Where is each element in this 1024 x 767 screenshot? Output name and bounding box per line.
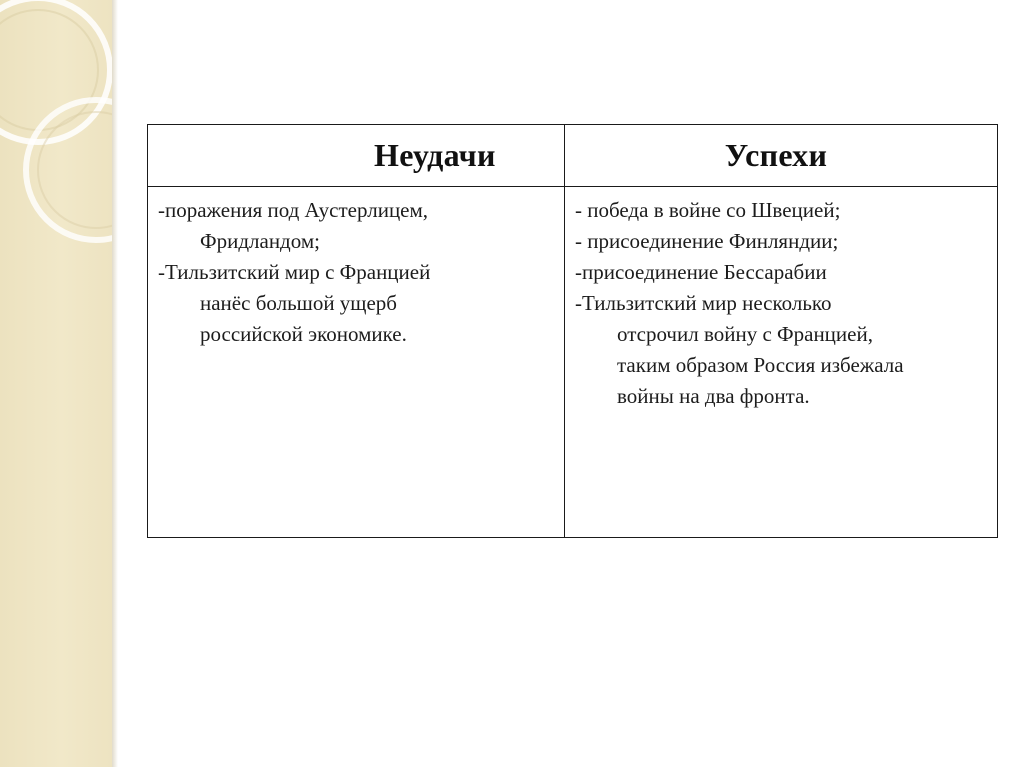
success-item-line: отсрочил войну с Францией, — [617, 322, 873, 346]
failure-item-line: Фридландом; — [200, 229, 320, 253]
failures-list — [148, 187, 565, 537]
decorative-ring-inner — [0, 10, 98, 130]
failures-header: Неудачи — [374, 137, 496, 173]
success-item — [575, 195, 991, 226]
failure-item — [158, 195, 558, 257]
band-shadow-edge — [112, 0, 118, 767]
successes-list — [565, 187, 997, 537]
successes-header: Успехи — [724, 137, 828, 173]
failure-item-line: нанёс большой ущерб — [200, 291, 397, 315]
failure-item-line: -Тильзитский мир с Францией — [158, 260, 431, 284]
success-item-line: войны на два фронта. — [617, 384, 810, 408]
success-item-line: - присоединение Финляндии; — [575, 229, 839, 253]
success-item-line: -Тильзитский мир несколько — [575, 291, 832, 315]
success-item — [575, 226, 991, 257]
failure-item-line: российской экономике. — [200, 322, 407, 346]
decorative-ring-large — [0, 0, 110, 142]
decorative-rings-graphic — [0, 0, 112, 767]
decorative-side-band — [0, 0, 112, 767]
failure-item-line: -поражения под Аустерлицем, — [158, 198, 429, 222]
successes-header-cell — [565, 125, 997, 187]
success-item — [575, 257, 991, 288]
success-item — [575, 288, 991, 412]
comparison-table — [147, 124, 998, 538]
failure-item — [158, 257, 558, 350]
success-item-line: - победа в войне со Швецией; — [575, 198, 841, 222]
success-item-line: -присоединение Бессарабии — [575, 260, 827, 284]
failures-header-cell — [148, 125, 565, 187]
success-item-line: таким образом Россия избежала — [617, 353, 904, 377]
